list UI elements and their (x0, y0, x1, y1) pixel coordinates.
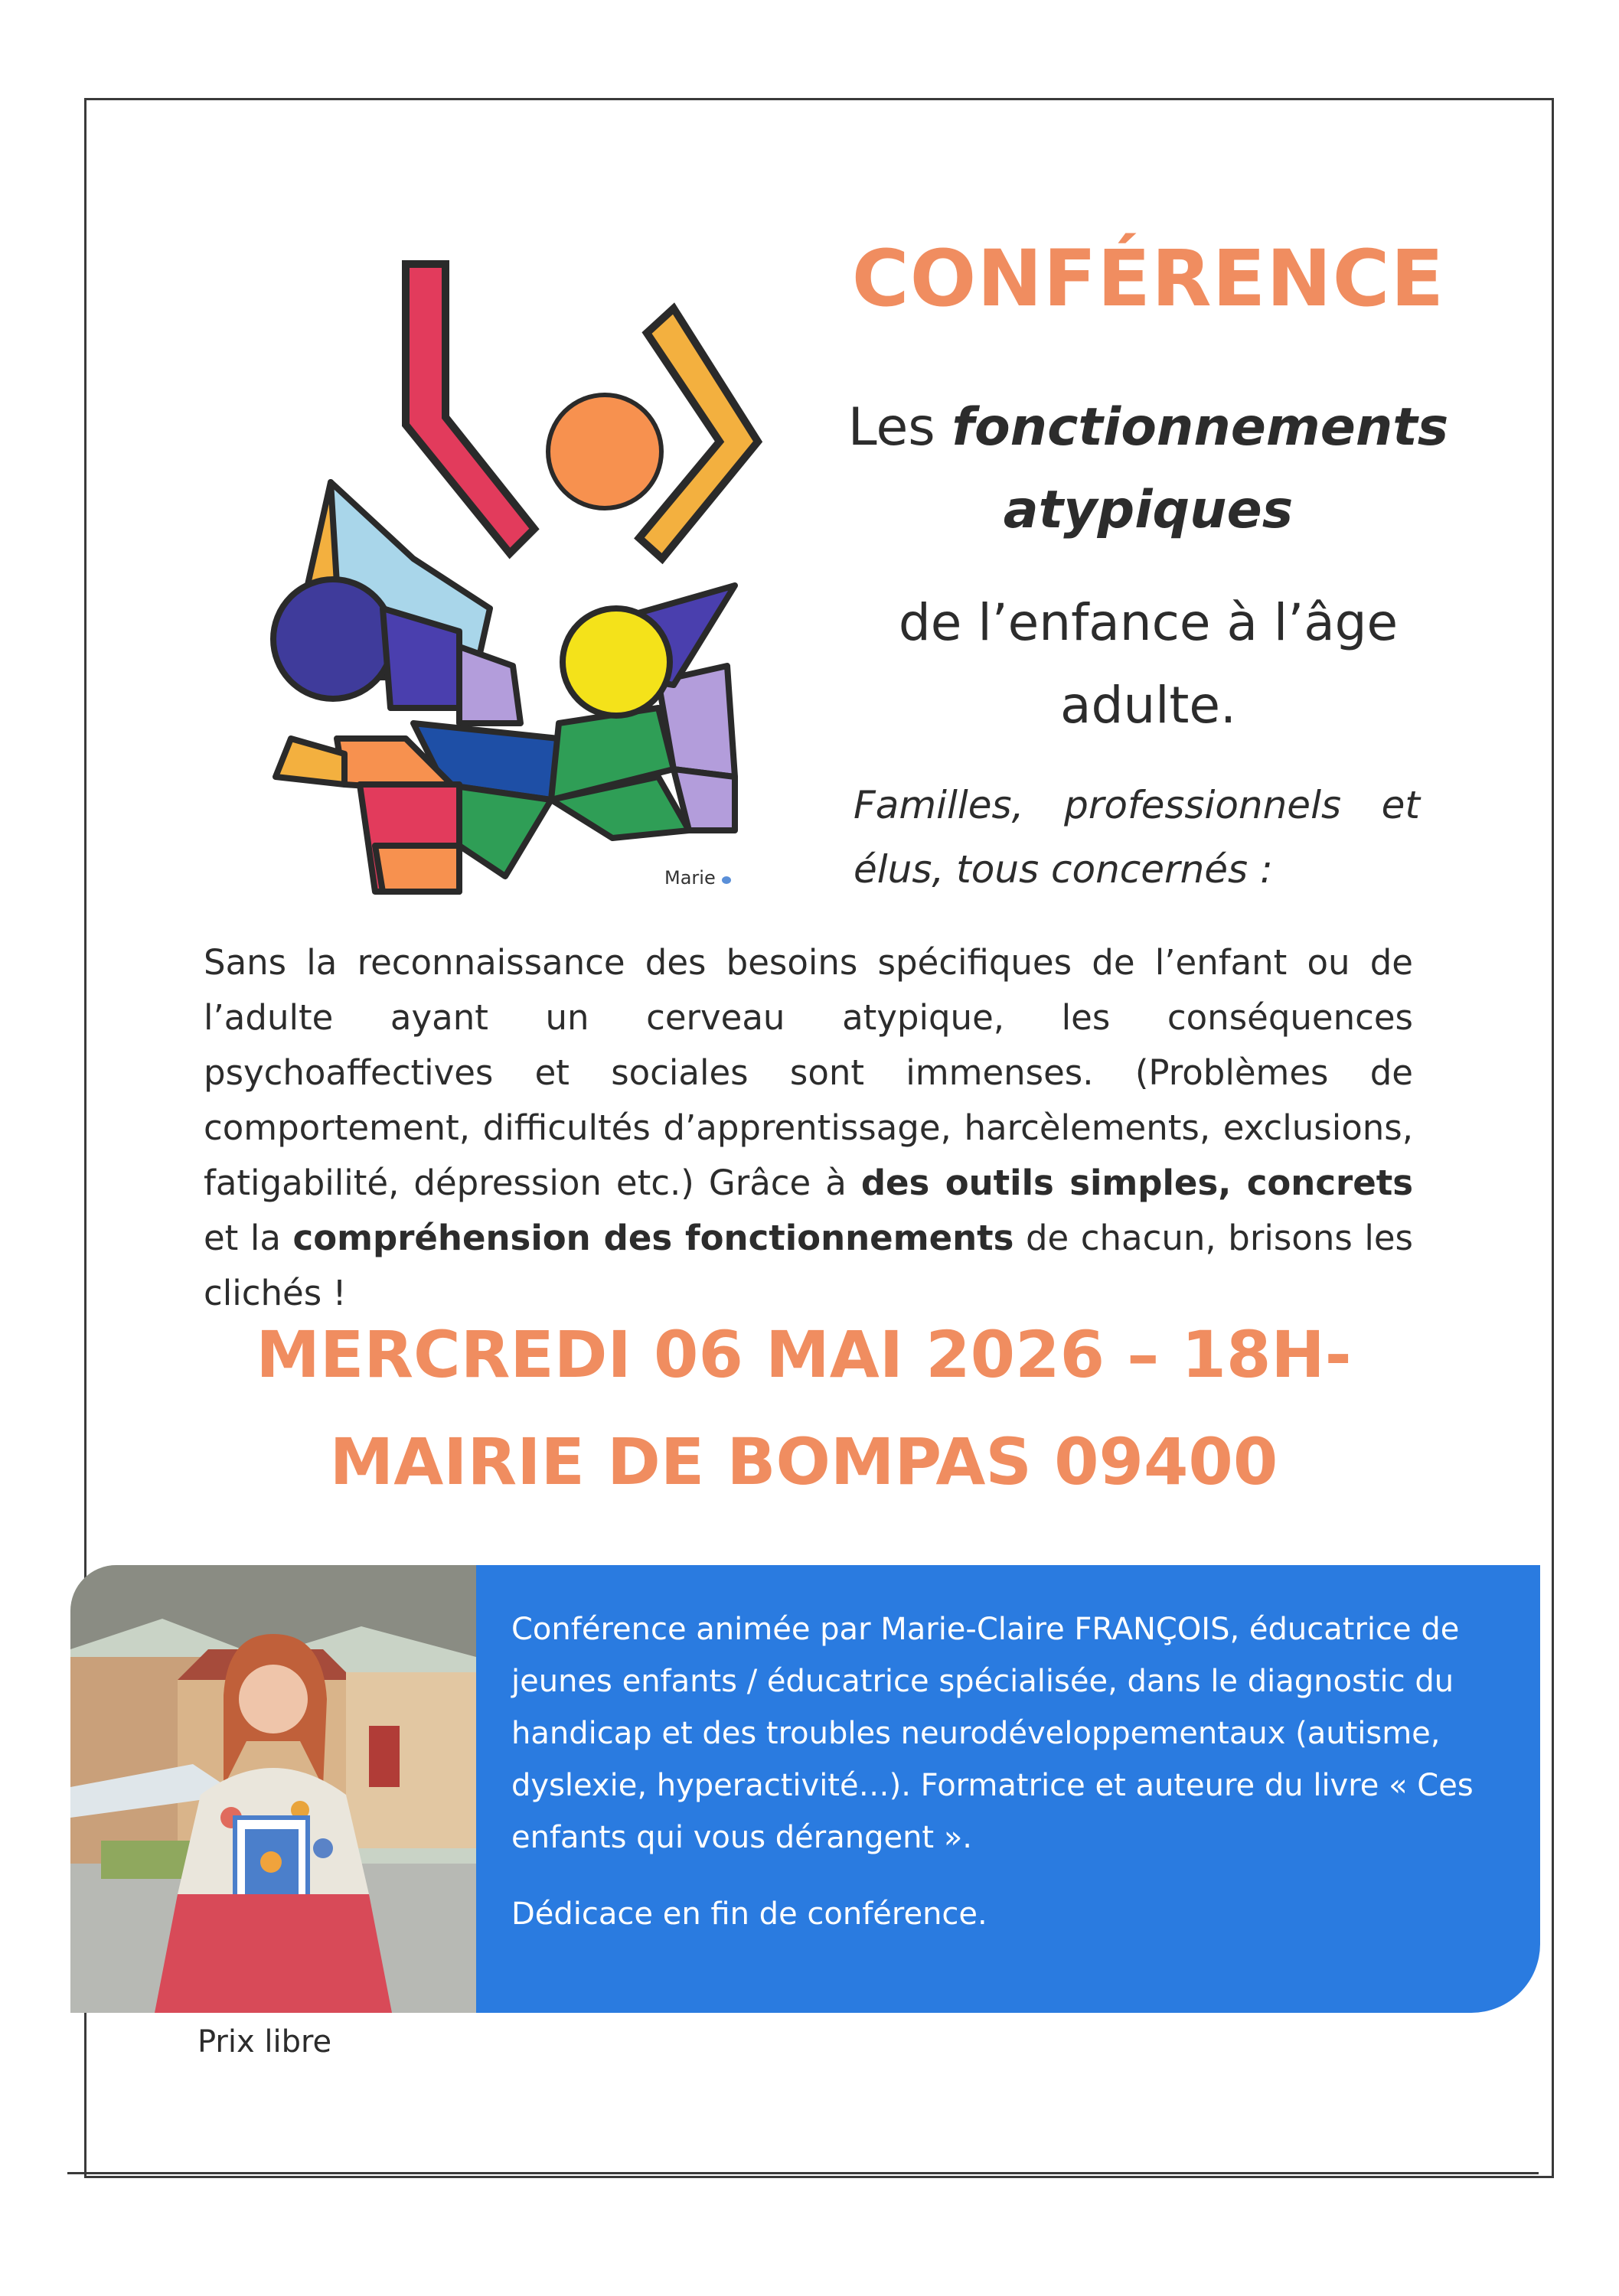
logo-signature: Marie (664, 867, 731, 889)
description-text (204, 935, 1413, 1321)
conference-subtitle-rest: de l’enfance à l’âge adulte. (898, 593, 1399, 735)
event-location: MAIRIE DE BOMPAS 09400 (329, 1424, 1278, 1499)
subtitle-emphasis: fonctionnements atypiques (951, 397, 1449, 540)
event-date: MERCREDI 06 MAI 2026 – 18H- (256, 1317, 1352, 1392)
description-paragraph-2: Grâce à des outils simples, concrets et la compréhension des fonctionnements de chacun, brisons les clichés ! (204, 1163, 1414, 1313)
description-paragraph-1: Sans la reconnaissance des besoins spécifiques de l’enfant ou de l’adulte ayant un cerveau atypique, les conséquences psychoaffectives et sociales sont immenses. (Problèmes de comportement, difficultés d’apprentissage, harcèlements, exclusions, fatigabilité, dépression etc.) (204, 942, 1413, 1203)
price-label: Prix libre (197, 2024, 332, 2060)
speaker-info (511, 1603, 1499, 1965)
signature-dot-icon (722, 876, 731, 884)
event-details (115, 1301, 1493, 1515)
book-signing: Dédicace en fin de conférence. (511, 1896, 987, 1932)
audience-line: Familles, professionnels et élus, tous concernés : (854, 783, 1420, 892)
subtitle-prefix: Les (847, 397, 952, 458)
speaker-description: Conférence animée par Marie-Claire FRANÇOIS, éducatrice de jeunes enfants / éducatrice spécialisée, dans le diagnostic du handicap et des troubles neurodéveloppementaux (autisme, dyslexie, hyperactivité…). Formatrice et auteure du livre « Ces enfants qui vous dérangent ». (511, 1612, 1474, 1855)
conference-subtitle (834, 386, 1462, 552)
speaker-photo (70, 1565, 476, 2013)
logo-illustration (230, 249, 781, 907)
conference-title: CONFÉRENCE (851, 233, 1445, 325)
page-border-bottom (67, 2172, 1539, 2174)
